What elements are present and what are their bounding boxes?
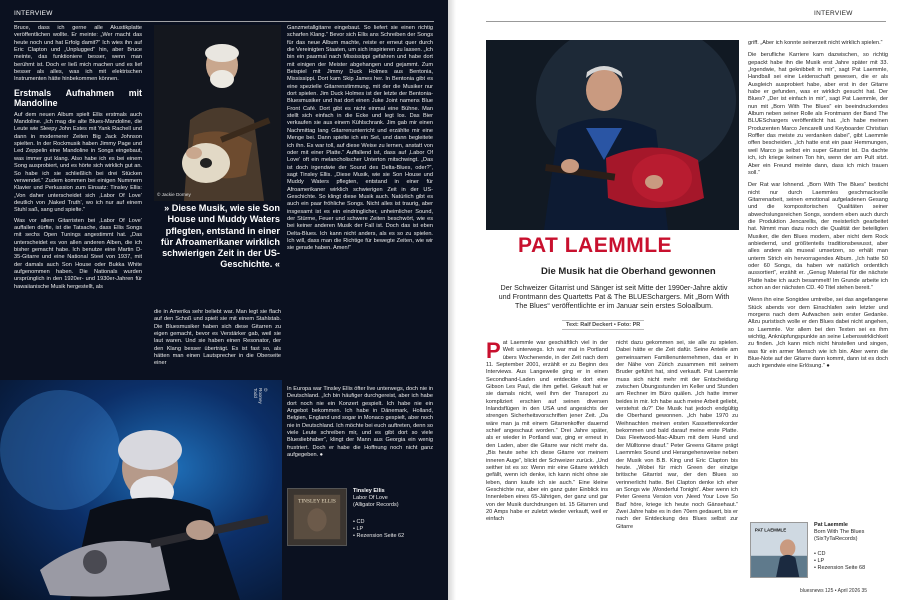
album-format-item: • LP <box>353 526 435 533</box>
album-cover-art <box>751 523 807 577</box>
photo-credit: © Rooney Todd <box>253 388 268 404</box>
article-column-3 <box>748 40 888 518</box>
album-cover-labor-of-love <box>287 488 347 546</box>
photo-pat-laemmle <box>486 40 739 230</box>
paragraph: die in Amerika sehr beliebt war. Man legt sie flach auf den Schoß und spielt sie mit einem Stahlstab. Die Bluesmusiker haben sich diese Gitarren zu eigen gemacht, bevor es Verstärker gab, weil sie laut waren. Und sie haben einen Resonator, der den Klang besser überträgt. Es ist fast so, als hätten man einen Lautsprecher in die Oberseite einer <box>154 309 281 367</box>
article-column-1 <box>14 25 142 355</box>
article-deck: Der Schweizer Gitarrist und Sänger ist seit Mitte der 1990er-Jahre aktiv und Frontmann des Quartetts Pat & The BLUESchargers. Mit „Born With The Blues“ veröffentlichte er im Januar sein erstes Soloalbum. <box>498 283 730 311</box>
paragraph: Was vor allem Gitarristen bei ‚Labor Of Love‘ auffallen dürfte, ist die Tatsache, dass Ellis Songs mit sechs Open Tunings angestimmt hat. „Das unterscheidet es von allen anderen Alben, die ich bisher gemacht habe. Ich benutze eine Martin D-35-Gitarre und eine National Steel von 1937, mit der damals auch Son House oder Bukka White aufgenommen haben. Die Nationals wurden ursprünglich in den 1920er- und 1930er-Jahren für hawaiianische Musik hergestellt, als <box>14 217 142 290</box>
header-rule <box>14 21 434 22</box>
album-artist: Tinsley Ellis <box>353 488 385 494</box>
album-cover-art <box>288 489 346 545</box>
left-page <box>0 0 448 600</box>
album-format-item: • LP <box>814 558 894 565</box>
album-format-item: • Rezension Seite 68 <box>814 565 894 572</box>
article-subheadline: Die Musik hat die Oberhand gewonnen <box>541 266 716 277</box>
byline: Text: Ralf Deckert • Foto: PR <box>562 320 644 330</box>
pull-quote: » Diese Musik, wie sie Son House und Muddy Waters pflegten, entstand in einer für Afroamerikaner wirklich schwierigen Zeit in der US-Geschichte. « <box>160 203 280 270</box>
section-label: INTERVIEW <box>814 10 853 17</box>
photo-credit: © Jackie Dorney <box>157 192 191 197</box>
album-label: (Alligator Records) <box>353 502 399 508</box>
paragraph: In Europa war Tinsley Ellis öfter live unterwegs, doch nie in Deutschland. „Ich bin häufiger durchgereist, aber ich habe dort noch nie ein Konzert gespielt. Ich habe nie ein Angebot bekommen. Ich habe in Dänemark, Holland, Belgien, England und sogar in Monaco gespielt, aber noch nie in Deutschland. Ich möchte bei euch auftreten, denn so viele Leute schreiben mir, und es gibt dort so viele Bluesliebhaber“, klingt der Mann aus Georgia ein wenig frustriert. Doch er habe die Hoffnung noch nicht ganz aufgegeben. ● <box>287 386 433 459</box>
album-info <box>814 522 894 572</box>
article-column-2 <box>287 25 433 257</box>
paragraph: Wenn ihn eine Songidee umtreibe, sei das angefangene Stück abends vor dem Einschlafen sein letzter und morgens nach dem Aufwachen sein erster Gedanke. Allzu puristisch wolle er den Blues dabei nicht angehen, so Laemmle. Vor allem bei den Texten sei es ihm wichtig, Anknüpfungspunkte an seine Lebenswirklichkeit zu finden. „Ich kann mich nicht hinstellen und singen, was für ein armer Mensch wie ich bin. Aber wenn die Blue-Note auf der Gitarre dann kommt, dann ist es doch auch irgendwie eine Erlösung.“ ● <box>748 297 888 370</box>
section-heading: Erstmals Aufnahmen mit Mandoline <box>14 87 142 109</box>
album-cover-text: PAT LAEMMLE <box>754 527 787 533</box>
album-cover-text: TINSLEY ELLIS <box>298 498 336 505</box>
paragraph: griff. „Aber ich konnte seinerzeit nicht wirklich spielen.“ <box>748 40 883 46</box>
right-page <box>456 0 900 600</box>
header-rule <box>486 21 886 22</box>
paragraph: nicht dazu gekommen sei, sie alle zu spielen. Dabei hätte er die Zeit dafür. Seine Anteile am gemeinsamen Familienunternehmen, das er in der Nähe von Zürich zusammen mit seinem Bruder geführt hat, sind verkauft. Pat Laemmle muss sich nicht mehr mit der Entscheidung zwischen Übungsstunden im Keller und Stunden am Rechner im Büro quälen. „Ich hatte immer beides in mir. Ich habe auch meine Arbeit geliebt, verstehst du?“ Die Musik hat jedoch endgültig die Oberhand gewonnen. „Ich habe 1970 zu Weihnachten meinen ersten Kassettenrekorder bekommen und bald darauf meine erste Platte. Das Fleetwood-Mac-Album mit dem Hund und der Mülltonne drauf.“ Peter Greens Gitarre prägt Laemmles Sound und Herangehensweise neben der Musik von B.B. King und Eric Clapton bis heute. „Wobei für mich Green der einzige britische Gitarrist war, der den Blues so verinnerlicht hatte. Bei Clapton denke ich eher an Songs wie ‚Wonderful Tonight‘. Aber wenn ich Peter Greens Version von ‚Need Your Love So Bad‘ höre, kriege ich heute noch Gänsehaut.“ Zwei Jahre habe es in den 70ern gedauert, bis er nach der Entdeckung des Blues selbst zur Gitarre <box>616 340 738 530</box>
album-formats <box>353 519 435 540</box>
album-formats <box>814 551 894 572</box>
album-format-item: • CD <box>814 551 894 558</box>
article-headline: PAT LAEMMLE <box>518 234 673 257</box>
article-column-2 <box>616 340 738 592</box>
paragraph: Ganzmetallgitarre eingebaut. So liefert sie einen richtig scharfen Klang.“ Bevor sich Ellis ans Schreiben der Songs für das neue Album machte, reiste er erneut quer durch die Vereinigten Staaten, um sich inspirieren zu lassen. „Ich bin ein paarmal nach Mississippi gefahren und habe dort mit einigen der Meister abgehangen und gejammt. Zum Beispiel mit Jimmy Duck Holmes aus Bentonia, Mississippi. Dort kam Skip James her. In Bentonia gibt es eine spezielle Gitarrenstimmung, mit der die Musiker nur dort spielen. Jim Duck Holmes ist der letzte der Bentonia-Bluesmusiker und hat dort einen Juke Joint namens Blue Front Café. Dort gibt es nicht einmal eine Bühne. Man stellt sich einfach in die Ecke und legt los. Das Bier verkaufen sie aus einem Kühlschrank. Jim gab mir einen Nachmittag lang Gitarrenunterricht und erzählte mir eine Menge bei. Dann spielte ich ein Set, und dann begleitete ich ihn. Es war toll, auf diese Weise zu lernen, anstatt von oder mit einer Platte.“ Auffallend ist, dass auf ‚Labor Of Love‘ oft ein melancholischer Unterton mitschwingt. „Das ist doch irgendwie der Sound des Delta-Blues, oder?“, sagt Tinsley Ellis. „Diese Musik, wie sie Son House und Muddy Waters pflegten, entstand in einer für Afroamerikaner wirklich schwierigen Zeit in der US-Geschichte. So klingt diese Musik auch. Natürlich gibt es auch ein paar fröhliche Songs. Nicht alles ist traurig, aber insgesamt ist es ein eindringlicher, unheimlicher Sound, der Stürme, Feuer und schwere Zeiten beschwört, wie es bei keiner anderen Musik der Fall ist. Doch das ist eben Delta-Blues. Ich kann nicht anders, als es so zu spielen. Ich will, dass man die Richtige für bewegte Zeiten, wie wir sie gerade haben. Amen!“ <box>287 25 433 252</box>
album-artist: Pat Laemmle <box>814 522 848 528</box>
paragraph: Die berufliche Karriere kam dazwischen, so richtig gepackt habe ihn die Musik erst Jahre später mit 33. „Irgendwie, hat geknibbelt in mir“, sagt Pat Laemmle, Handball sei eine Leidenschaft gewesen, die er als Ausgleich ausprobiert habe, aber erst in der Gitarre habe er gefunden, was er wirklich gesucht hat. Der Blues? „Der ist einfach in mir“, sagt Pat Laemmle, der nun mit „Born With The Blues“ ein beeindruckendes Album neben seiner Rolle als Frontmann der Band The BLUESchargers veröffentlicht hat. „Ich habe meinen Produzenten Marco Jencarelli und Keyboarder Christian Roffler das meiste zu verdanken dabei“, gibt Laemmle offen bescheiden. „Ich hatte erst ein paar Hemmungen, weil Marco ja selbst ein super Gitarrist ist. Da dachte ich, ich kriege keinen Ton hin, wenn der am Pult sitzt. Aber ein Freund meinte dann, dass ich mich trauen soll.“ <box>748 52 888 176</box>
paragraph: Der Rat war lohnend. „Born With The Blues“ besticht nicht nur durch Laemmles geschmackvolle Gitarrenarbeit, seinen emotional aufgeladenen Gesang und die kompositorischen Qualitäten seiner abwechslungsreichen Songs, sondern eben auch durch die Produktion Jencarellis, der meisterlich gearbeitet hat. Nimmt man dazu noch die Qualität der beteiligten Musiker, die den Blues modern, aber nicht dem Rock anbiedernd, und größtenteils traditionsbewusst, aber alles andere als museal umsetzen, so erhält man unterm Strich ein hervorragendes Album. „Ich hatte 50 oder 60 Songs, da haben wir natürlich ordentlich aussortiert“, erzählt er. „Genug Material für die nächste Platte habe ich auch besammelt! Im Grunde arbeite ich schon an der nächsten CD. 40 Titel stehen bereit.“ <box>748 182 888 291</box>
paragraph: Bruce, dass ich gerne alle Akustikplatte veröffentlichen wollte. Er meinte: „Wer macht das heute noch und hat Erfolg damit?“ Ich wies ihn auf Eric Clapton und „Unplugged“ hin, aber Bruce meinte, das funktioniere besser, wenn man berühmt ist. Doch er ließ mich machen und es lief besser als alles, was ich mit elektrischen Instrumenten hätte hinbekommen können. <box>14 25 142 83</box>
album-label: (SixTyTaRecords) <box>814 536 858 542</box>
section-label: INTERVIEW <box>14 10 53 17</box>
paragraph: Auf dem neuen Album spielt Ellis erstmals auch Mandoline. „Ich mag die alte Blues-Mandoline, die Leute wie Sleepy John Estes mit Yank Rachell und dann in modernerer Zeiten Big Jack Johnson spielten. In der Rockmusik haben Jimmy Page und Led Zeppelin eine Mandoline in Songs eingebaut, was immer gut klang. Also habe ich es bei einem Song ausprobiert, und es hörte sich wirklich gut an. So habe ich sie schließlich bei drei Stücken verwendet.“ Zudem kommen bei einigen Nummern Klavier und Perkussion zum Einsatz: Tinsley Ellis: „Von daher unterscheidet sich ‚Labor Of Love‘ deutlich von ‚Naked Truth‘, wo ich nur auf einem Stuhl saß, sang und spielte.“ <box>14 111 142 214</box>
page-folio: bluesnews 125 • April 2026 35 <box>800 588 868 594</box>
album-title: Born With The Blues <box>814 529 865 535</box>
pat-laemmle-portrait-illustration <box>486 40 739 230</box>
album-format-item: • Rezension Seite 62 <box>353 533 435 540</box>
guitarist-portrait-illustration <box>154 25 281 201</box>
album-info <box>353 488 435 540</box>
drop-cap: P <box>486 340 501 363</box>
page-gutter <box>448 0 456 600</box>
photo-guitarist-portrait <box>154 25 281 201</box>
album-title: Labor Of Love <box>353 495 388 501</box>
live-performance-illustration <box>0 380 282 600</box>
article-column-2-continued <box>287 386 433 482</box>
photo-live-performance <box>0 380 282 600</box>
album-format-item: • CD <box>353 519 435 526</box>
article-column-1 <box>486 340 608 592</box>
album-cover-born-with-the-blues <box>750 522 808 578</box>
paragraph: at Laemmle war geschäftlich viel in der Welt unterwegs. Ich war mal in Portland übers Wochenende, in der Zeit nach dem 11. September 2001, erzählt er zu Beginn des Interviews. Aus Langeweile ging er in einen Secondhand-Laden und entdeckte dort eine Gibson Les Paul, die ihm gefiel. Gekauft hat er sie damals nicht, weil ihm der Transport zu kompliziert erschien auf seinen diversen Inlandsflügen in den USA und angesichts der strengen Sicherheitsvorschriften jener Zeit. „Da wäre man ja mit einem Gitarrenkoffer dauernd schief angeschaut worden.“ Drei Jahre später, als er wieder in Portland war, ging er erneut in den Laden, aber die Gitarre war nicht mehr da. „Bis heute sehe ich diese Gitarre vor meinem inneren Auge“, blickt der Schweizer zurück. „Und seither ist es so: Wenn mir eine Gitarre wirklich gefällt, wenn ich denke, ich kann nicht ohne sie leben, dann kaufe ich sie auch.“ Eine kleine Geschichte nur, aber ein ganz guter Einblick ins Innenleben eines 65-Jährigen, der ganz und gar von der Musik durchdrungen ist. 15 Gitarren und 20 Amps habe er zuletzt wieder verkauft, weil er einfach <box>486 340 608 523</box>
